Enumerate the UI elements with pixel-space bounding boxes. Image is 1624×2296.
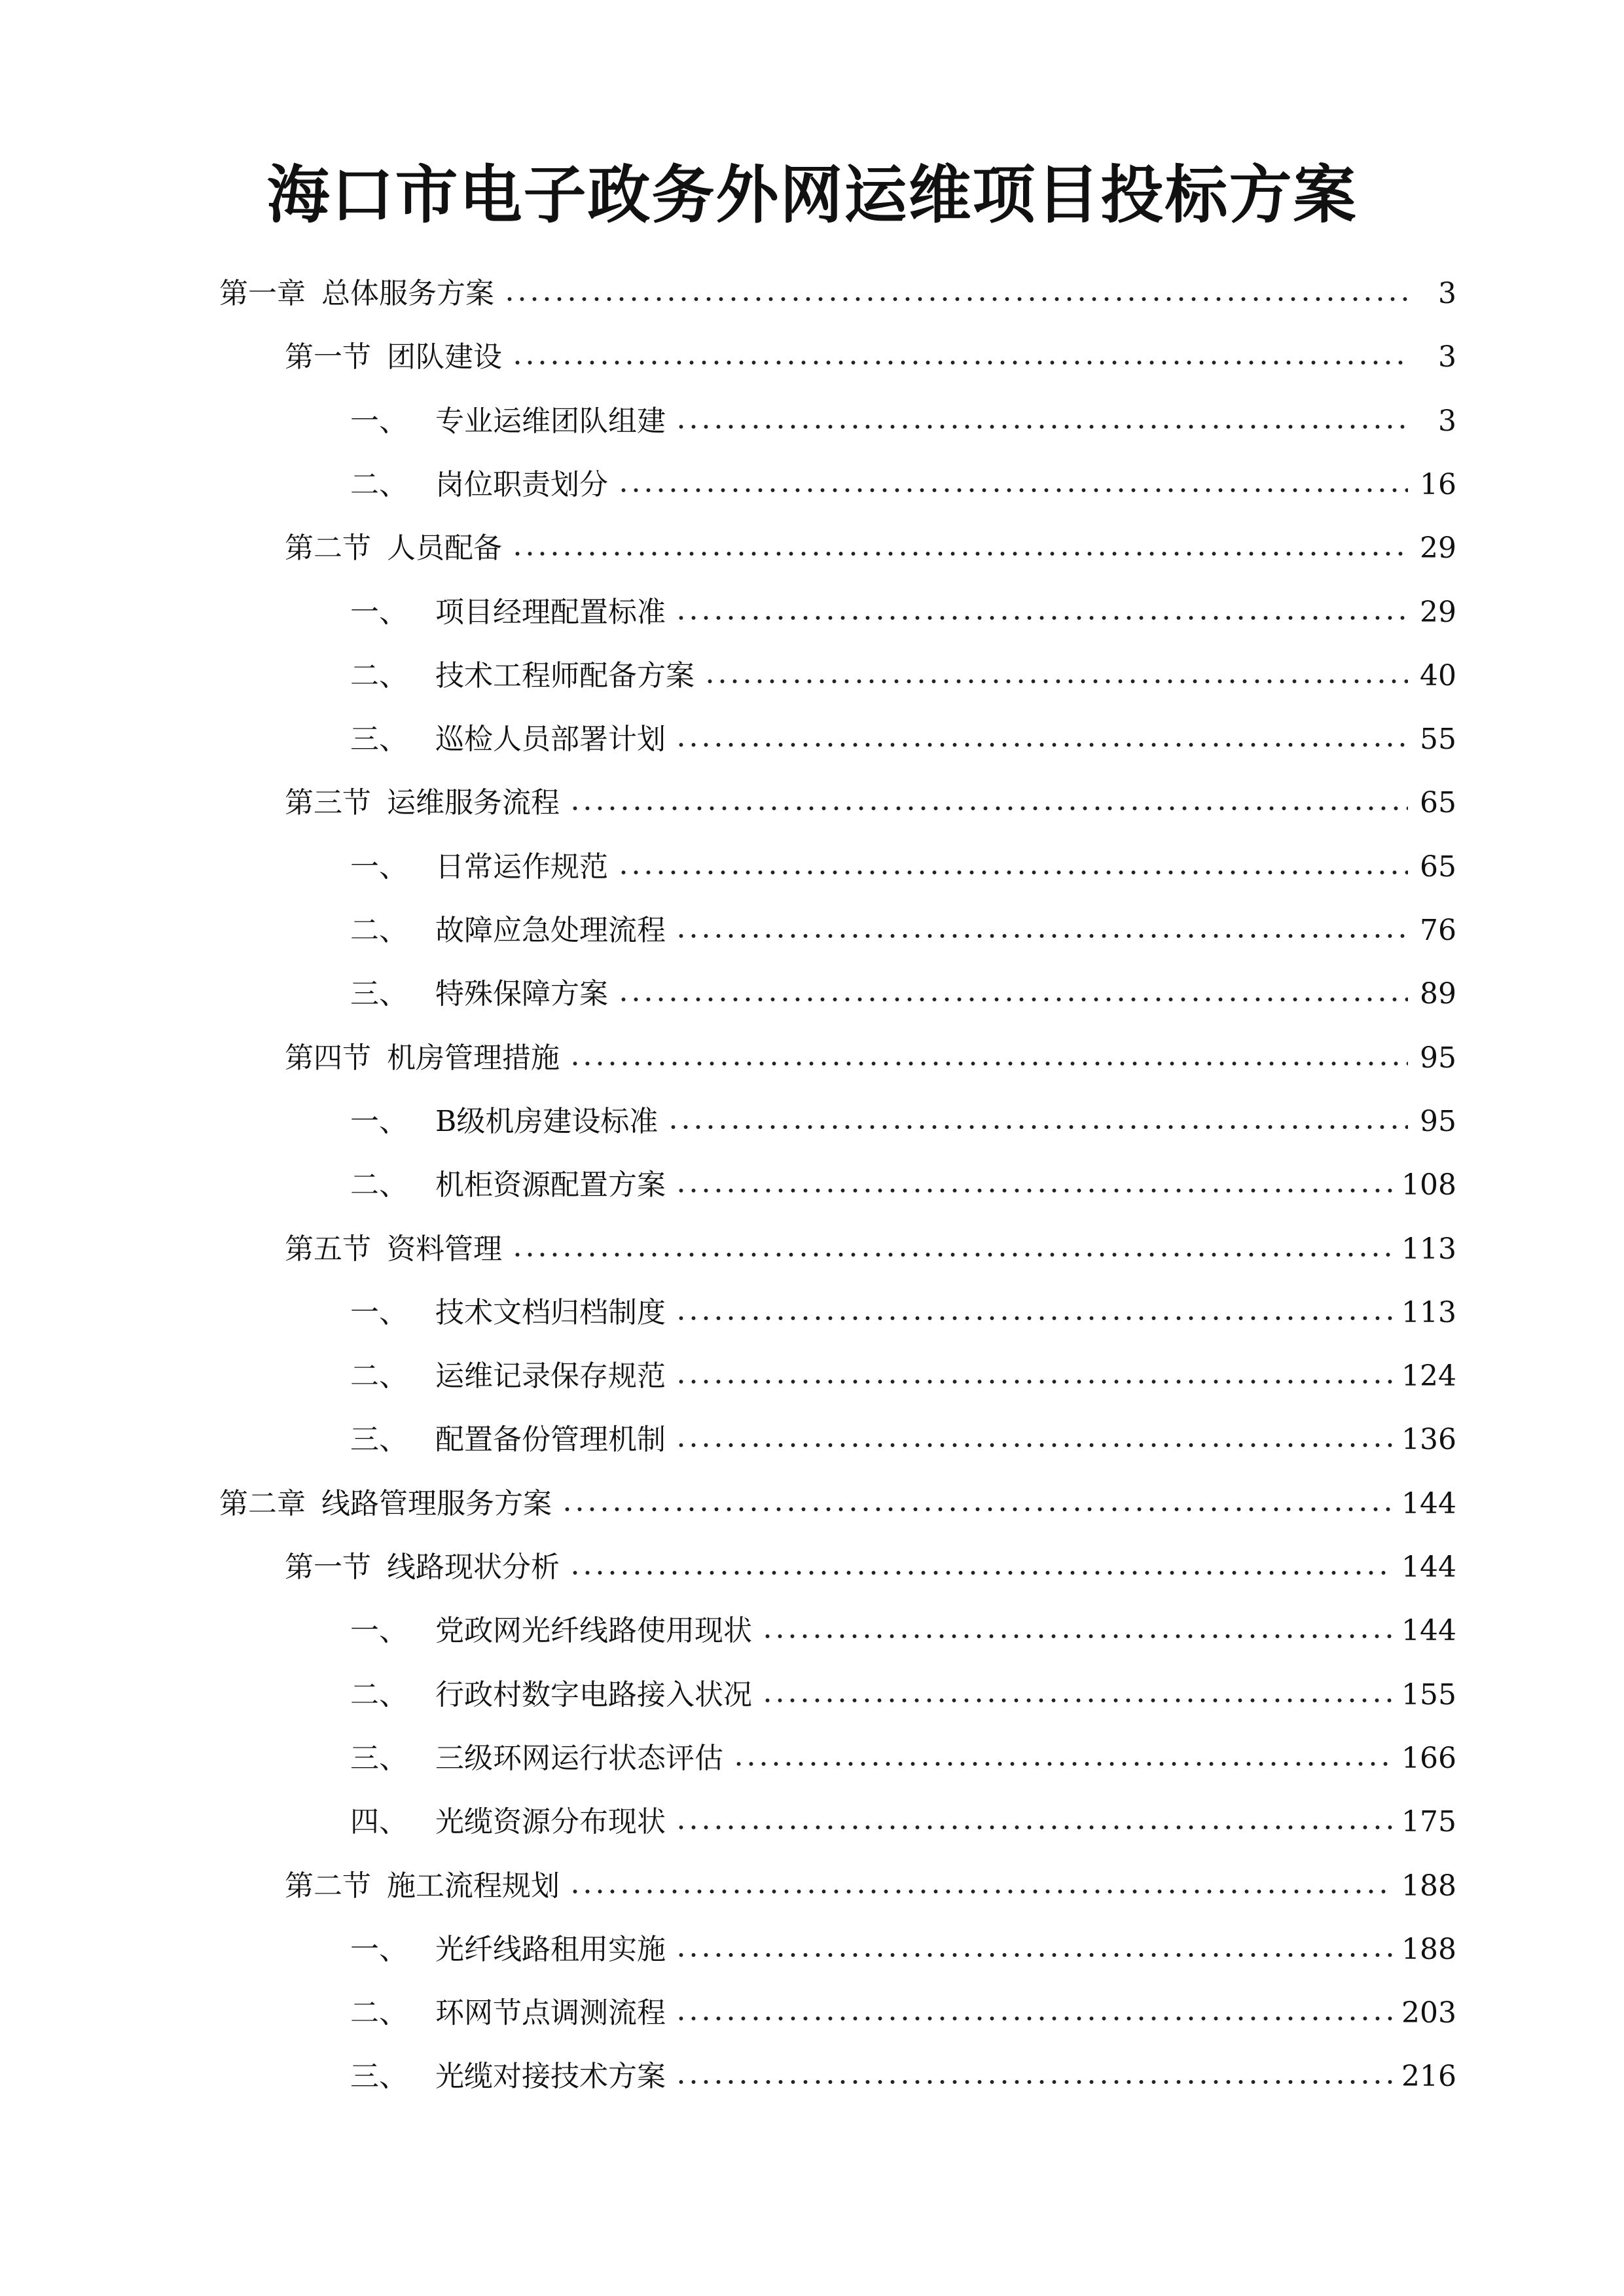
toc-entry[interactable] [350, 1153, 1456, 1217]
toc-entry-page-number: 108 [1401, 1168, 1456, 1202]
toc-entry-page-number: 166 [1401, 1742, 1456, 1775]
toc-entry[interactable] [285, 1854, 1456, 1918]
toc-dot-leader [675, 424, 1408, 429]
toc-entry-title: 特殊保障方案 [435, 977, 608, 1011]
toc-dot-leader [569, 1061, 1408, 1066]
toc-entry-number: 三、 [350, 1423, 408, 1456]
toc-entry-title: 项目经理配置标准 [435, 596, 666, 629]
toc-entry-number: 第四节 [285, 1041, 371, 1075]
toc-entry-page-number: 76 [1420, 914, 1456, 947]
toc-entry-page-number: 113 [1401, 1296, 1456, 1329]
toc-entry-page-number: 40 [1420, 659, 1456, 692]
toc-entry-title: 岗位职责划分 [435, 468, 608, 501]
toc-entry-page-number: 3 [1438, 277, 1456, 310]
toc-dot-leader [704, 679, 1408, 684]
toc-entry-title: 技术文档归档制度 [435, 1296, 666, 1329]
toc-dot-leader [675, 1443, 1392, 1448]
toc-entry-number: 第一章 [219, 277, 306, 310]
toc-entry-page-number: 188 [1401, 1933, 1456, 1966]
toc-entry[interactable] [285, 325, 1456, 389]
toc-entry-number: 一、 [350, 1296, 408, 1329]
toc-entry[interactable] [350, 581, 1456, 644]
toc-entry-page-number: 144 [1401, 1551, 1456, 1584]
toc-entry[interactable] [350, 962, 1456, 1026]
toc-entry[interactable] [350, 1918, 1456, 1981]
toc-entry-number: 第一节 [285, 340, 371, 374]
toc-entry[interactable] [350, 1727, 1456, 1790]
toc-entry-page-number: 55 [1420, 723, 1456, 756]
toc-entry-title: 线路现状分析 [387, 1551, 560, 1584]
toc-dot-leader [675, 1952, 1392, 1958]
toc-entry-title: 资料管理 [387, 1232, 502, 1266]
toc-dot-leader [561, 1507, 1392, 1512]
toc-entry[interactable] [350, 453, 1456, 516]
toc-entry[interactable] [350, 1344, 1456, 1408]
toc-entry[interactable] [350, 1090, 1456, 1153]
toc-entry-title: 故障应急处理流程 [435, 914, 666, 947]
toc-entry-title: 人员配备 [387, 531, 502, 565]
toc-dot-leader [675, 1316, 1392, 1321]
toc-entry-number: 二、 [350, 1996, 408, 2030]
toc-entry-page-number: 144 [1401, 1614, 1456, 1647]
toc-dot-leader [569, 1889, 1392, 1894]
toc-entry-page-number: 3 [1438, 340, 1456, 374]
toc-dot-leader [761, 1634, 1392, 1639]
document-title: 海口市电子政务外网运维项目投标方案 [266, 158, 1358, 232]
toc-entry[interactable] [350, 1790, 1456, 1854]
toc-entry-title: 运维服务流程 [387, 786, 560, 819]
toc-dot-leader [675, 1188, 1392, 1193]
toc-entry[interactable] [350, 644, 1456, 708]
toc-entry[interactable] [350, 708, 1456, 771]
toc-entry[interactable] [285, 1026, 1456, 1090]
toc-entry-page-number: 3 [1438, 404, 1456, 438]
toc-entry[interactable] [350, 835, 1456, 899]
toc-entry-number: 一、 [350, 1105, 408, 1138]
toc-dot-leader [617, 488, 1408, 493]
toc-entry-number: 三、 [350, 977, 408, 1011]
toc-entry-title: 行政村数字电路接入状况 [435, 1678, 752, 1712]
toc-entry[interactable] [350, 1599, 1456, 1662]
toc-entry[interactable] [285, 516, 1456, 580]
toc-entry[interactable] [219, 1472, 1456, 1535]
toc-entry-page-number: 29 [1420, 531, 1456, 565]
toc-entry-title: 施工流程规划 [387, 1869, 560, 1903]
toc-entry-page-number: 95 [1420, 1105, 1456, 1138]
toc-entry[interactable] [285, 1535, 1456, 1599]
toc-entry-number: 二、 [350, 1678, 408, 1712]
toc-entry-title: 配置备份管理机制 [435, 1423, 666, 1456]
toc-entry[interactable] [350, 1981, 1456, 2045]
toc-entry-number: 四、 [350, 1805, 408, 1839]
toc-entry-title: B级机房建设标准 [435, 1105, 659, 1138]
toc-entry[interactable] [285, 771, 1456, 834]
toc-entry-title: 总体服务方案 [321, 277, 494, 310]
toc-entry-page-number: 29 [1420, 596, 1456, 629]
toc-entry[interactable] [350, 2045, 1456, 2108]
toc-entry-title: 日常运作规范 [435, 850, 608, 884]
toc-entry-page-number: 175 [1401, 1805, 1456, 1839]
toc-dot-leader [569, 806, 1408, 811]
toc-entry-title: 机房管理措施 [387, 1041, 560, 1075]
toc-entry-page-number: 65 [1420, 850, 1456, 884]
toc-entry-number: 三、 [350, 1742, 408, 1775]
toc-entry-page-number: 65 [1420, 786, 1456, 819]
toc-entry-number: 二、 [350, 468, 408, 501]
toc-entry-number: 一、 [350, 404, 408, 438]
toc-dot-leader [617, 997, 1408, 1002]
toc-dot-leader [675, 1379, 1392, 1384]
toc-entry[interactable] [350, 1663, 1456, 1727]
toc-entry-title: 运维记录保存规范 [435, 1359, 666, 1393]
toc-entry-title: 光纤线路租用实施 [435, 1933, 666, 1966]
toc-entry-page-number: 89 [1420, 977, 1456, 1011]
toc-entry-number: 二、 [350, 914, 408, 947]
toc-entry-title: 技术工程师配备方案 [435, 659, 695, 692]
toc-entry-number: 二、 [350, 1168, 408, 1202]
toc-entry-page-number: 216 [1401, 2060, 1456, 2093]
toc-dot-leader [675, 1825, 1392, 1830]
toc-entry-number: 第五节 [285, 1232, 371, 1266]
toc-entry-number: 第二章 [219, 1487, 306, 1520]
toc-entry-number: 三、 [350, 723, 408, 756]
toc-entry-page-number: 203 [1401, 1996, 1456, 2030]
toc-entry[interactable] [350, 1281, 1456, 1344]
toc-dot-leader [675, 615, 1408, 620]
toc-entry-number: 一、 [350, 850, 408, 884]
toc-entry-number: 二、 [350, 659, 408, 692]
toc-entry-page-number: 124 [1401, 1359, 1456, 1393]
toc-entry[interactable] [350, 389, 1456, 453]
toc-entry-number: 第二节 [285, 1869, 371, 1903]
toc-entry-page-number: 95 [1420, 1041, 1456, 1075]
toc-entry-number: 三、 [350, 2060, 408, 2093]
toc-entry[interactable] [350, 899, 1456, 962]
toc-dot-leader [732, 1761, 1392, 1767]
toc-entry-number: 第一节 [285, 1551, 371, 1584]
toc-entry-title: 光缆对接技术方案 [435, 2060, 666, 2093]
toc-entry-number: 第三节 [285, 786, 371, 819]
toc-dot-leader [617, 870, 1408, 875]
toc-dot-leader [569, 1570, 1392, 1575]
toc-entry-page-number: 113 [1401, 1232, 1456, 1266]
toc-entry-page-number: 16 [1420, 468, 1456, 501]
toc-entry-title: 巡检人员部署计划 [435, 723, 666, 756]
toc-dot-leader [667, 1124, 1408, 1130]
toc-entry-page-number: 136 [1401, 1423, 1456, 1456]
toc-dot-leader [511, 360, 1408, 365]
toc-dot-leader [675, 2016, 1392, 2021]
toc-entry-title: 专业运维团队组建 [435, 404, 666, 438]
toc-entry-number: 一、 [350, 1614, 408, 1647]
toc-entry-title: 三级环网运行状态评估 [435, 1742, 723, 1775]
toc-entry-number: 一、 [350, 1933, 408, 1966]
toc-entry-number: 二、 [350, 1359, 408, 1393]
toc-entry-title: 环网节点调测流程 [435, 1996, 666, 2030]
toc-dot-leader [503, 296, 1408, 302]
toc-dot-leader [675, 933, 1408, 939]
toc-dot-leader [511, 551, 1408, 556]
toc-entry-title: 线路管理服务方案 [321, 1487, 552, 1520]
toc-entry-title: 机柜资源配置方案 [435, 1168, 666, 1202]
toc-entry-title: 光缆资源分布现状 [435, 1805, 666, 1839]
toc-entry-number: 一、 [350, 596, 408, 629]
toc-entry-page-number: 144 [1401, 1487, 1456, 1520]
toc-entry-title: 团队建设 [387, 340, 502, 374]
toc-entry-number: 第二节 [285, 531, 371, 565]
toc-dot-leader [761, 1698, 1392, 1703]
toc-entry[interactable] [350, 1408, 1456, 1471]
toc-entry-title: 党政网光纤线路使用现状 [435, 1614, 752, 1647]
toc-entry[interactable] [285, 1217, 1456, 1281]
toc-dot-leader [675, 2079, 1392, 2085]
toc-dot-leader [675, 742, 1408, 747]
toc-entry[interactable] [219, 262, 1456, 325]
toc-dot-leader [511, 1252, 1392, 1257]
toc-entry-page-number: 188 [1401, 1869, 1456, 1903]
toc-entry-page-number: 155 [1401, 1678, 1456, 1712]
